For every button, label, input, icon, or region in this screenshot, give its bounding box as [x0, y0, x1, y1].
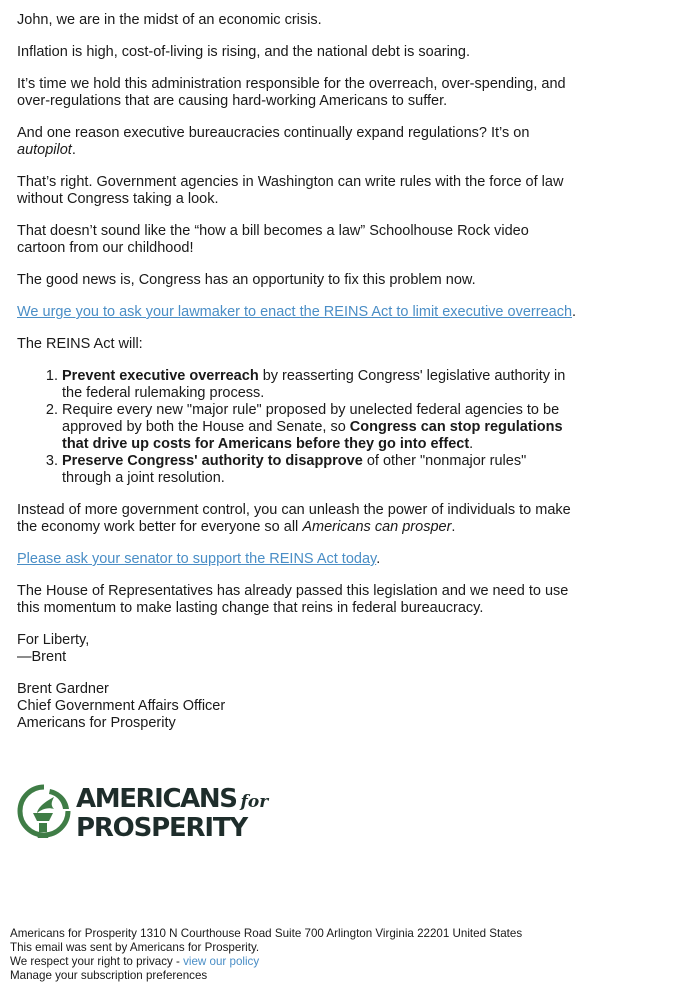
item3-bold: Preserve Congress' authority to disapprove — [62, 453, 363, 469]
paragraph-link2 — [17, 551, 577, 568]
signature — [17, 681, 577, 732]
paragraph-greeting: John, we are in the midst of an economic crisis. — [17, 12, 322, 28]
footer-privacy — [10, 955, 522, 969]
list-item — [62, 368, 577, 402]
link2-period: . — [376, 551, 381, 567]
paragraph-house-passed: The House of Representatives has already passed this legislation and we need to use this momentum to make lasting change that reins in federal bureaucracy. — [17, 583, 569, 616]
email-body — [17, 12, 577, 747]
privacy-policy-link[interactable]: view our policy — [183, 955, 260, 968]
autopilot-text: And one reason executive bureaucracies continually expand regulations? It’s on — [17, 125, 530, 141]
logo-for: for — [240, 792, 269, 812]
item1-text: by reasserting Congress' legislative authority in the federal rulemaking process. — [62, 368, 566, 401]
email-footer — [10, 927, 522, 983]
list-item — [62, 402, 577, 453]
paragraph-prosper — [17, 502, 577, 536]
paragraph-schoolhouse: That doesn’t sound like the “how a bill becomes a law” Schoolhouse Rock video cartoon from our childhood! — [17, 223, 529, 256]
reins-act-list — [17, 368, 577, 487]
item2-end: . — [469, 436, 474, 452]
torch-icon — [16, 783, 72, 839]
footer-address: Americans for Prosperity 1310 N Courthouse Road Suite 700 Arlington Virginia 22201 United States — [10, 927, 523, 940]
manage-subscription-link[interactable]: Manage your subscription preferences — [10, 969, 208, 982]
link1-period: . — [572, 304, 577, 320]
list-item — [62, 453, 577, 487]
paragraph-link1 — [17, 304, 577, 321]
ask-senator-link[interactable]: Please ask your senator to support the REINS Act today — [17, 551, 377, 567]
paragraph-good-news: The good news is, Congress has an opportunity to fix this problem now. — [17, 272, 476, 288]
prosper-period: . — [451, 519, 456, 535]
signature-name: Brent Gardner — [17, 681, 109, 697]
signoff-line1: For Liberty, — [17, 632, 90, 648]
signoff — [17, 632, 577, 666]
paragraph-accountability: It’s time we hold this administration responsible for the overreach, over-spending, and over-regulations that are causing hard-working Americans to suffer. — [17, 76, 566, 109]
autopilot-period: . — [71, 142, 76, 158]
signoff-line2: —Brent — [17, 649, 67, 665]
footer-sent-by: This email was sent by Americans for Prosperity. — [10, 941, 260, 954]
logo-prosperity: PROSPERITY — [76, 813, 247, 843]
afp-logo[interactable] — [16, 783, 276, 843]
item2-text: Require every new "major rule" proposed by unelected federal agencies to be approved by both the House and Senate, so — [62, 402, 560, 435]
paragraph-inflation: Inflation is high, cost-of-living is rising, and the national debt is soaring. — [17, 44, 470, 60]
signature-org: Americans for Prosperity — [17, 715, 176, 731]
logo-americans: AMERICANS — [76, 784, 237, 814]
paragraph-autopilot — [17, 125, 577, 159]
urge-lawmaker-link[interactable]: We urge you to ask your lawmaker to enact the REINS Act to limit executive overreach — [17, 304, 573, 320]
autopilot-emphasis: autopilot — [17, 142, 72, 158]
paragraph-agencies: That’s right. Government agencies in Washington can write rules with the force of law without Congress taking a look. — [17, 174, 564, 207]
prosper-emphasis: Americans can prosper — [302, 519, 452, 535]
logo-wordmark — [76, 786, 268, 841]
item3-text: of other "nonmajor rules" through a joint resolution. — [62, 453, 527, 486]
paragraph-list-intro: The REINS Act will: — [17, 336, 143, 352]
signature-title: Chief Government Affairs Officer — [17, 698, 226, 714]
prosper-text: Instead of more government control, you can unleash the power of individuals to make the economy work better for everyone so all — [17, 502, 571, 535]
item2-bold: Congress can stop regulations that drive up costs for Americans before they go into effect — [62, 419, 563, 452]
privacy-text: We respect your right to privacy - — [10, 955, 184, 968]
item1-bold: Prevent executive overreach — [62, 368, 259, 384]
